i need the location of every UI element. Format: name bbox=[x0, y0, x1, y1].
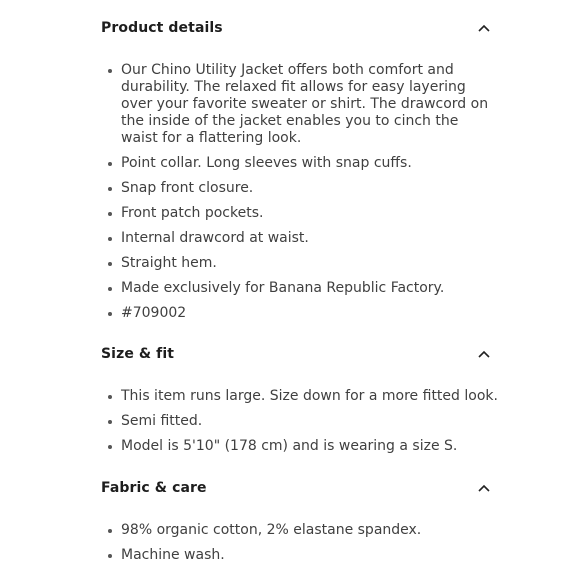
list-item: Straight hem. bbox=[108, 255, 498, 272]
accordion-header-fabric-care[interactable] bbox=[101, 476, 491, 500]
fabric-care-list bbox=[108, 522, 498, 572]
size-fit-list bbox=[108, 388, 498, 463]
section-title-product-details: Product details bbox=[101, 20, 223, 36]
section-title-size-fit: Size & fit bbox=[101, 346, 175, 362]
list-item: Our Chino Utility Jacket offers both comfort and durability. The relaxed fit allows for easy layering over your favorite sweater or shirt. The drawcord on the inside of the jacket enables you to cinch the waist for a flattering look. bbox=[108, 62, 498, 147]
list-item: #709002 bbox=[108, 305, 498, 322]
list-item: Snap front closure. bbox=[108, 180, 498, 197]
chevron-up-icon[interactable] bbox=[477, 481, 491, 495]
chevron-up-icon[interactable] bbox=[477, 21, 491, 35]
list-item: Front patch pockets. bbox=[108, 205, 498, 222]
list-item: Model is 5'10" (178 cm) and is wearing a size S. bbox=[108, 438, 498, 455]
list-item: Made exclusively for Banana Republic Factory. bbox=[108, 280, 498, 297]
list-item: Machine wash. bbox=[108, 547, 498, 564]
chevron-up-icon[interactable] bbox=[477, 347, 491, 361]
accordion-header-product-details[interactable] bbox=[101, 16, 491, 40]
accordion-header-size-fit[interactable] bbox=[101, 342, 491, 366]
list-item: Semi fitted. bbox=[108, 413, 498, 430]
product-details-list bbox=[108, 62, 498, 330]
list-item: This item runs large. Size down for a more fitted look. bbox=[108, 388, 498, 405]
list-item: Point collar. Long sleeves with snap cuffs. bbox=[108, 155, 498, 172]
section-title-fabric-care: Fabric & care bbox=[101, 480, 207, 496]
list-item: Internal drawcord at waist. bbox=[108, 230, 498, 247]
list-item: 98% organic cotton, 2% elastane spandex. bbox=[108, 522, 498, 539]
